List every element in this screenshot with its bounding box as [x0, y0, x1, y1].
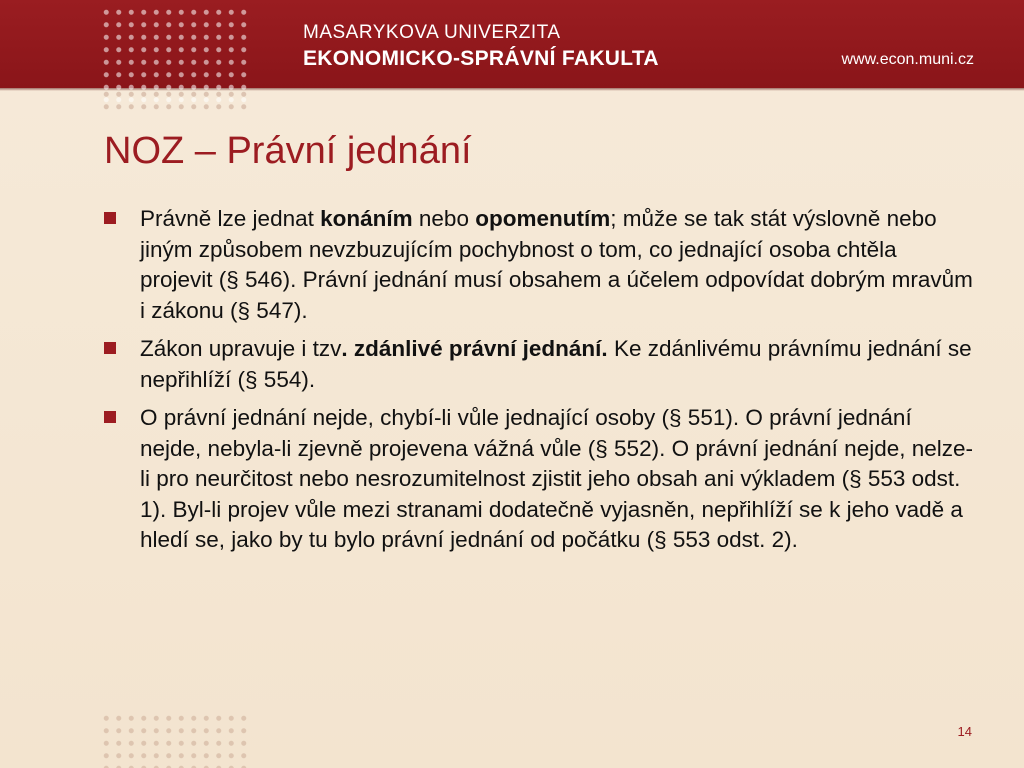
square-bullet-icon: [104, 212, 116, 224]
bullet-item-1: [104, 204, 974, 326]
bullet-text: Právně lze jednat: [140, 206, 321, 231]
bullet-text: Zákon upravuje i tzv: [140, 336, 342, 361]
university-name: MASARYKOVA UNIVERZITA: [303, 22, 561, 43]
dot-pattern-bottom: [100, 712, 252, 768]
website-url: www.econ.muni.cz: [841, 51, 974, 68]
page-number: 14: [957, 724, 972, 739]
bullet-text: O právní jednání nejde, chybí-li vůle jednající osoby (§ 551). O právní jednání nejde, nebyla-li zjevně projevena vážná vůle (§ 552). O právní jednání nejde, nelze-li pro neurčitost nebo nesrozumitelnost zjistit jeho obsah ani výkladem (§ 553 odst. 1). Byl-li projev vůle mezi stranami dodatečně vyjasněn, nepřihlíží se k jeho vadě a hledí se, jako by tu bylo právní jednání od počátku (§ 553 odst. 2).: [140, 405, 974, 552]
slide-title: NOZ – Právní jednání: [104, 130, 472, 172]
bullet-text: ; může se tak stát výslovně nebo jiným způsobem nevzbuzujícím pochybnost o tom, co jednající osoba chtěla projevit (§ 546). Právní jednání musí obsahem a účelem odpovídat dobrým mravům i zákonu (§ 547).: [140, 206, 973, 323]
bullet-text: nebo: [412, 206, 476, 231]
bullet-bold-text: opomenutím: [475, 206, 611, 231]
bullet-item-3: [104, 403, 974, 556]
bullet-bold-text: . zdánlivé právní jednání.: [341, 336, 608, 361]
faculty-name: EKONOMICKO-SPRÁVNÍ FAKULTA: [303, 47, 659, 70]
square-bullet-icon: [104, 342, 116, 354]
bullet-text: Ke zdánlivému právnímu jednání se nepřihlíží (§ 554).: [140, 336, 972, 392]
bullet-list: [104, 204, 974, 564]
bullet-bold-text: konáním: [320, 206, 413, 231]
square-bullet-icon: [104, 411, 116, 423]
bullet-item-2: [104, 334, 974, 395]
dot-pattern-top-lower: [100, 88, 252, 110]
